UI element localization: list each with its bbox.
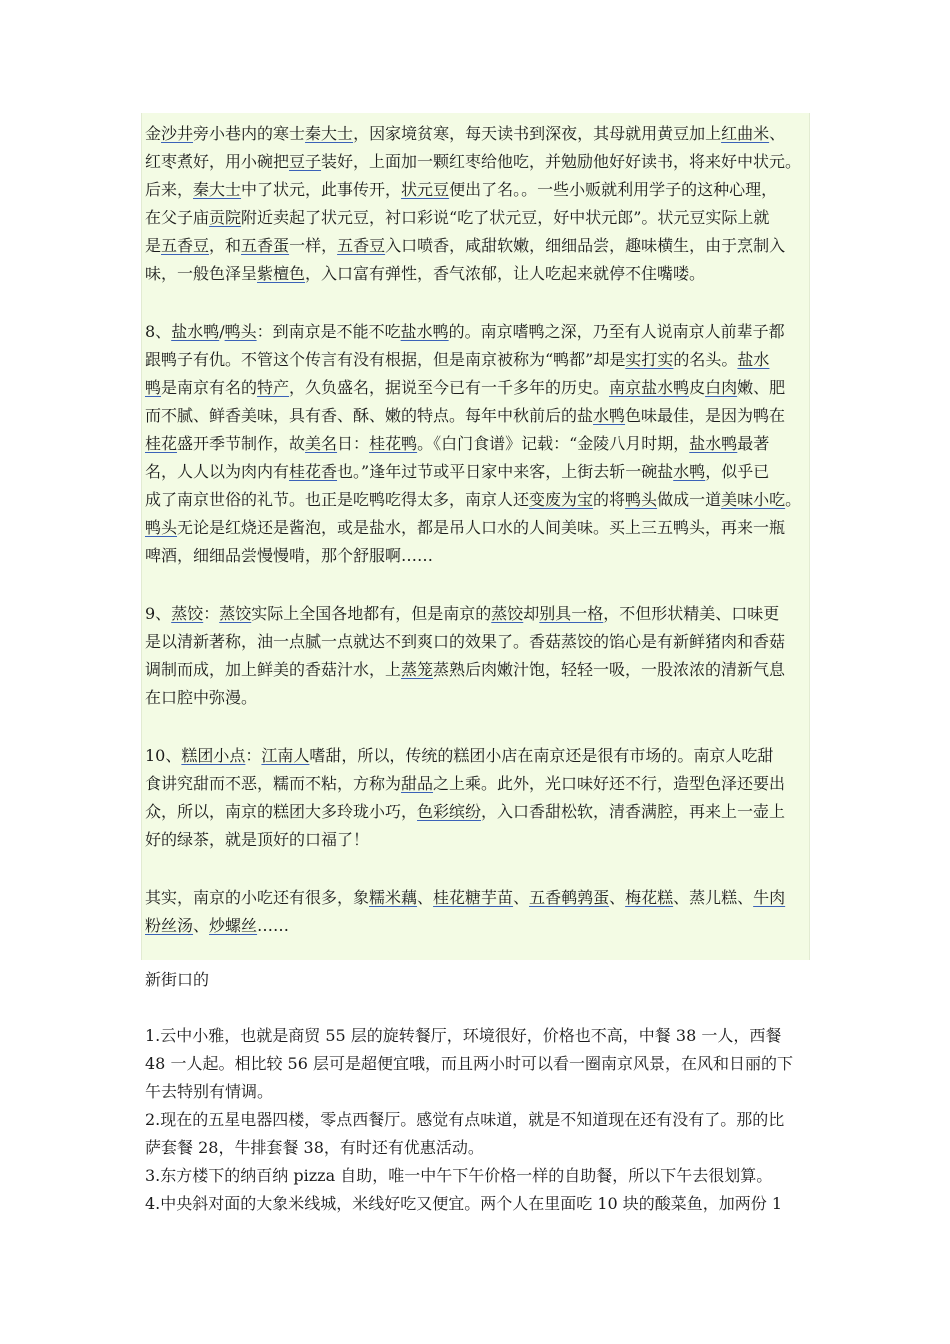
keyword-link[interactable]: 紫檀色 xyxy=(257,264,306,283)
text-segment: 、 xyxy=(513,888,530,907)
text-segment: 、 xyxy=(193,916,210,935)
text-line xyxy=(145,994,808,1022)
keyword-link[interactable]: 蒸饺 xyxy=(171,604,204,623)
keyword-link[interactable]: 盐水鸭 xyxy=(171,322,220,341)
text-segment: 的。南京嗜鸭之深，乃至有人说南京人前辈子都 xyxy=(448,322,785,341)
text-segment: 也。”逢年过节或平日家中来客，上街去斩一碗盐 xyxy=(337,462,674,481)
text-segment: ，入口香甜松软，清香满腔，再来上一壶上 xyxy=(481,802,786,821)
keyword-link[interactable]: 蒸笼 xyxy=(401,660,434,679)
text-line xyxy=(145,232,808,260)
text-segment: 实际上全国各地都有，但是南京的 xyxy=(251,604,492,623)
keyword-link[interactable]: 鸭头 xyxy=(224,322,257,341)
keyword-link[interactable]: 白肉 xyxy=(705,378,738,397)
keyword-link[interactable]: 桂花鸭 xyxy=(369,434,418,453)
text-segment: 、 xyxy=(769,124,786,143)
keyword-link[interactable]: 南京盐水鸭 xyxy=(609,378,690,397)
keyword-link[interactable]: 特产 xyxy=(257,378,290,397)
text-line xyxy=(145,430,808,458)
keyword-link[interactable]: 鸭头 xyxy=(625,490,658,509)
text-segment: 最著 xyxy=(737,434,770,453)
text-line xyxy=(145,374,808,402)
keyword-link[interactable]: 蒸饺 xyxy=(491,604,524,623)
section-heading: 新街口的 xyxy=(145,970,210,989)
keyword-link[interactable]: 梅花糕 xyxy=(625,888,674,907)
text-segment: 成了南京世俗的礼节。也正是吃鸭吃得太多，南京人还 xyxy=(145,490,530,509)
text-segment: ： xyxy=(245,746,262,765)
text-line xyxy=(145,120,808,148)
keyword-link[interactable]: 实打实 xyxy=(625,350,674,369)
text-segment: 、 xyxy=(609,888,626,907)
keyword-link[interactable]: 桂花香 xyxy=(289,462,338,481)
keyword-link[interactable]: 甜品 xyxy=(401,774,434,793)
text-line xyxy=(145,486,808,514)
text-segment: 嗜甜，所以，传统的糕团小店在南京还是很有市场的。南京人吃甜 xyxy=(309,746,774,765)
text-line xyxy=(145,148,808,176)
text-line: 午去特别有情调。 xyxy=(145,1082,274,1101)
text-segment: 调制而成，加上鲜美的香菇汁水，上 xyxy=(145,660,402,679)
keyword-link[interactable]: 秦大士 xyxy=(193,180,242,199)
text-segment: 的将 xyxy=(593,490,626,509)
text-segment: 在口腔中弥漫。 xyxy=(145,688,258,707)
keyword-link[interactable]: 盐水鸭 xyxy=(689,434,738,453)
text-segment: 名，人人以为肉内有 xyxy=(145,462,290,481)
keyword-link[interactable]: 桂花 xyxy=(145,434,178,453)
keyword-link[interactable]: 状元豆 xyxy=(401,180,450,199)
text-line xyxy=(145,542,808,570)
paragraph-gap xyxy=(145,854,808,884)
text-line xyxy=(145,656,808,684)
text-segment: 盛开季节制作，故 xyxy=(177,434,306,453)
keyword-link[interactable]: 水鸭 xyxy=(673,462,706,481)
text-segment: 好的绿茶，就是顶好的口福了！ xyxy=(145,830,370,849)
keyword-link[interactable]: 五香蛋 xyxy=(241,236,290,255)
text-line xyxy=(145,346,808,374)
keyword-link[interactable]: 水鸭 xyxy=(593,406,626,425)
text-segment: 皮 xyxy=(689,378,706,397)
keyword-link[interactable]: 别具一格 xyxy=(539,604,604,623)
text-segment: ，因家境贫寒，每天读书到深夜，其母就用黄豆加上 xyxy=(353,124,722,143)
keyword-link[interactable]: 豆子 xyxy=(289,152,322,171)
text-segment: 9、 xyxy=(145,604,172,623)
text-segment: 是以清新著称，油一点腻一点就达不到爽口的效果了。香菇蒸饺的馅心是有新鲜猪肉和香菇 xyxy=(145,632,786,651)
text-segment: …… xyxy=(257,916,290,935)
text-segment: 便出了名。。一些小贩就利用学子的这种心理， xyxy=(449,180,778,199)
text-segment: 中了状元，此事传开， xyxy=(241,180,402,199)
text-line xyxy=(145,260,808,288)
keyword-link[interactable]: 桂花糖芋苗 xyxy=(433,888,514,907)
text-segment: 日： xyxy=(337,434,370,453)
text-line xyxy=(145,318,808,346)
text-segment: 却 xyxy=(523,604,540,623)
text-segment: 在父子庙 xyxy=(145,208,210,227)
text-segment: 的名头。 xyxy=(673,350,738,369)
text-segment: 其实，南京的小吃还有很多，象 xyxy=(145,888,370,907)
text-line xyxy=(145,770,808,798)
keyword-link[interactable]: 五香鹌鹑蛋 xyxy=(529,888,610,907)
text-segment: 蒸熟后肉嫩汁饱，轻轻一吸，一股浓浓的清新气息 xyxy=(433,660,786,679)
text-segment: 、蒸儿糕、 xyxy=(673,888,754,907)
text-segment: 嫩、肥 xyxy=(737,378,786,397)
text-segment: 旁小巷内的寒士 xyxy=(193,124,306,143)
text-segment: 而不腻、鲜香美味，具有香、酥、嫩的特点。每年中秋前后的盐 xyxy=(145,406,594,425)
text-segment: ：到南京是不能不吃 xyxy=(256,322,401,341)
keyword-link[interactable]: 盐水 xyxy=(737,350,770,369)
text-segment: ，久负盛名，据说至今已有一千多年的历史。 xyxy=(289,378,610,397)
text-segment: 食讲究甜而不恶，糯而不粘，方称为 xyxy=(145,774,402,793)
text-segment: 色味最佳，是因为鸭在 xyxy=(625,406,786,425)
text-segment: ，和 xyxy=(209,236,242,255)
text-segment: 入口喷香，咸甜软嫩，细细品尝，趣味横生，由于烹制入 xyxy=(385,236,786,255)
text-segment: 金 xyxy=(145,124,162,143)
keyword-link[interactable]: 粉丝汤 xyxy=(145,916,194,935)
article-body xyxy=(145,120,808,940)
text-line: 3.东方楼下的纳百纳 pizza 自助，唯一中午下午价格一样的自助餐，所以下午去很划算。 xyxy=(145,1166,773,1185)
text-segment: 之上乘。此外，光口味好还不行，造型色泽还要出 xyxy=(433,774,786,793)
keyword-link[interactable]: 糕团小点 xyxy=(181,746,246,765)
text-segment: / xyxy=(219,322,225,341)
text-line: 4.中央斜对面的大象米线城，米线好吃又便宜。两个人在里面吃 10 块的酸菜鱼，加两份 1 xyxy=(145,1194,783,1213)
keyword-link[interactable]: 沙井 xyxy=(161,124,194,143)
text-segment: ，似乎已 xyxy=(705,462,770,481)
text-segment: 后来， xyxy=(145,180,194,199)
text-segment: ，不但形状精美、口味更 xyxy=(603,604,780,623)
keyword-link[interactable]: 贡院 xyxy=(209,208,242,227)
text-segment: 味，一般色泽呈 xyxy=(145,264,258,283)
keyword-link[interactable]: 美味 xyxy=(721,490,754,509)
text-line xyxy=(145,514,808,542)
keyword-link[interactable]: 五香豆 xyxy=(337,236,386,255)
text-segment: 是南京有名的 xyxy=(161,378,258,397)
text-segment: 附近卖起了状元豆，衬口彩说“吃了状元豆，好中状元郎”。状元豆实际上就 xyxy=(241,208,770,227)
text-segment: 跟鸭子有仇。不管这个传言有没有根据，但是南京被称为“鸭都”却是 xyxy=(145,350,626,369)
restaurant-list xyxy=(145,966,808,1218)
text-segment: 装好，上面加一颗红枣给他吃，并勉励他好好读书，将来好中状元。 xyxy=(321,152,802,171)
text-line xyxy=(145,204,808,232)
text-line xyxy=(145,912,808,940)
keyword-link[interactable]: 色彩缤纷 xyxy=(417,802,482,821)
text-line: 1.云中小雅，也就是商贸 55 层的旋转餐厅，环境很好，价格也不高，中餐 38 一人，西餐 xyxy=(145,1026,782,1045)
text-segment: 做成一道 xyxy=(657,490,722,509)
text-line: 48 一人起。相比较 56 层可是超便宜哦，而且两小时可以看一圈南京风景，在风和日丽的下 xyxy=(145,1054,793,1073)
text-segment: 。《白门食谱》记载：“金陵八月时期， xyxy=(417,434,690,453)
text-line xyxy=(145,176,808,204)
text-line xyxy=(145,884,808,912)
text-line xyxy=(145,826,808,854)
text-line xyxy=(145,628,808,656)
text-segment: 、 xyxy=(417,888,434,907)
paragraph-gap xyxy=(145,288,808,318)
text-line xyxy=(145,742,808,770)
keyword-link[interactable]: 盐水鸭 xyxy=(400,322,449,341)
text-segment: 一样， xyxy=(289,236,338,255)
text-line: 2.现在的五星电器四楼，零点西餐厅。感觉有点味道，就是不知道现在还有没有了。那的比 xyxy=(145,1110,785,1129)
text-segment: ： xyxy=(203,604,220,623)
keyword-link[interactable]: 变废为宝 xyxy=(529,490,594,509)
text-segment: 是 xyxy=(145,236,162,255)
text-line xyxy=(145,600,808,628)
text-line xyxy=(145,402,808,430)
text-line xyxy=(145,458,808,486)
keyword-link[interactable]: 牛肉 xyxy=(753,888,786,907)
text-segment: 啤酒，细细品尝慢慢啃，那个舒服啊…… xyxy=(145,546,434,565)
text-segment: 8、 xyxy=(145,322,172,341)
keyword-link[interactable]: 小吃 xyxy=(753,490,786,509)
text-segment: 无论是红烧还是酱泡，或是盐水，都是吊人口水的人间美味。买上三五鸭头，再来一瓶 xyxy=(177,518,786,537)
paragraph-gap xyxy=(145,570,808,600)
paragraph-gap xyxy=(145,712,808,742)
keyword-link[interactable]: 鸭头 xyxy=(145,518,178,537)
text-segment: 红枣煮好，用小碗把 xyxy=(145,152,290,171)
keyword-link[interactable]: 炒螺丝 xyxy=(209,916,258,935)
text-segment: 众，所以，南京的糕团大多玲珑小巧， xyxy=(145,802,418,821)
text-segment: 。 xyxy=(785,490,802,509)
text-segment: ，入口富有弹性，香气浓郁，让人吃起来就停不住嘴喽。 xyxy=(305,264,706,283)
text-line xyxy=(145,684,808,712)
keyword-link[interactable]: 糯米藕 xyxy=(369,888,418,907)
keyword-link[interactable]: 秦大士 xyxy=(305,124,354,143)
text-line: 萨套餐 28，牛排套餐 38，有时还有优惠活动。 xyxy=(145,1138,484,1157)
keyword-link[interactable]: 美名 xyxy=(305,434,338,453)
keyword-link[interactable]: 蒸饺 xyxy=(219,604,252,623)
keyword-link[interactable]: 红曲米 xyxy=(721,124,770,143)
text-line xyxy=(145,798,808,826)
text-segment: 10、 xyxy=(145,746,182,765)
keyword-link[interactable]: 鸭 xyxy=(145,378,162,397)
keyword-link[interactable]: 江南人 xyxy=(261,746,310,765)
keyword-link[interactable]: 五香豆 xyxy=(161,236,210,255)
